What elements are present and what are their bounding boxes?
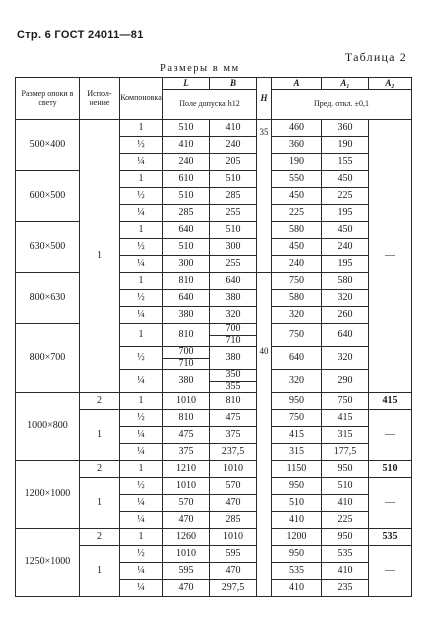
B-cell: 510 (210, 222, 257, 239)
B-cell: 237,5 (210, 444, 257, 461)
L-cell: 810 (163, 324, 210, 347)
L-cell: 1260 (163, 529, 210, 546)
A-cell: 550 (272, 171, 322, 188)
A2-cell: — (369, 120, 412, 393)
A1-cell: 290 (322, 370, 369, 393)
A-cell: 535 (272, 563, 322, 580)
layout-cell: ¼ (120, 495, 163, 512)
layout-cell: ½ (120, 137, 163, 154)
B-cell: 475 (210, 410, 257, 427)
flask-size-cell: 800×630 (16, 273, 80, 324)
A1-cell: 315 (322, 427, 369, 444)
A2-cell: — (369, 546, 412, 597)
layout-cell: 1 (120, 222, 163, 239)
A1-cell: 950 (322, 461, 369, 478)
A2-cell: 535 (369, 529, 412, 546)
A1-cell: 415 (322, 410, 369, 427)
B-cell: 255 (210, 205, 257, 222)
B-cell: 297,5 (210, 580, 257, 597)
B-cell-value: 355 (210, 381, 256, 393)
table-row (16, 120, 412, 137)
B-cell: 1010 (210, 529, 257, 546)
A1-cell: 410 (322, 495, 369, 512)
version-cell: 2 (80, 393, 120, 410)
layout-cell: ¼ (120, 256, 163, 273)
A-cell: 950 (272, 546, 322, 563)
A-cell: 320 (272, 370, 322, 393)
layout-cell: ¼ (120, 205, 163, 222)
dimensions-table (15, 77, 412, 597)
A-cell: 510 (272, 495, 322, 512)
L-cell: 510 (163, 120, 210, 137)
L-cell: 410 (163, 137, 210, 154)
col-header-A2: A₂ (369, 78, 412, 90)
L-cell: 475 (163, 427, 210, 444)
B-cell: 470 (210, 563, 257, 580)
L-cell: 570 (163, 495, 210, 512)
B-cell: 380 (210, 347, 257, 370)
A1-cell: 240 (322, 239, 369, 256)
B-cell: 240 (210, 137, 257, 154)
layout-cell: ¼ (120, 512, 163, 529)
layout-cell: 1 (120, 461, 163, 478)
L-cell-stack (163, 347, 209, 369)
layout-cell: ½ (120, 239, 163, 256)
B-cell: 300 (210, 239, 257, 256)
H-cell: 40 (257, 273, 272, 597)
B-cell: 375 (210, 427, 257, 444)
A-cell: 950 (272, 478, 322, 495)
A1-cell: 510 (322, 478, 369, 495)
version-cell: 2 (80, 461, 120, 478)
flask-size-cell: 1000×800 (16, 393, 80, 461)
A-cell: 750 (272, 410, 322, 427)
A1-cell: 360 (322, 120, 369, 137)
L-cell: 1010 (163, 546, 210, 563)
A1-cell: 320 (322, 347, 369, 370)
col-header-H: H (257, 78, 272, 120)
L-cell-value: 700 (178, 346, 194, 357)
L-cell: 510 (163, 188, 210, 205)
A1-cell: 640 (322, 324, 369, 347)
table-row (16, 461, 412, 478)
A1-cell: 450 (322, 171, 369, 188)
H-cell: 35 (257, 120, 272, 273)
layout-cell: ½ (120, 290, 163, 307)
version-cell: 1 (80, 546, 120, 597)
A1-cell: 450 (322, 222, 369, 239)
B-cell: 510 (210, 171, 257, 188)
version-cell: 1 (80, 120, 120, 393)
layout-cell: 1 (120, 120, 163, 137)
L-cell: 285 (163, 205, 210, 222)
layout-cell: ½ (120, 410, 163, 427)
table-row (16, 529, 412, 546)
L-cell: 300 (163, 256, 210, 273)
A-cell: 640 (272, 347, 322, 370)
B-cell-value: 710 (210, 335, 256, 347)
version-cell: 2 (80, 529, 120, 546)
A-cell: 320 (272, 307, 322, 324)
table-row (16, 222, 412, 239)
B-cell: 320 (210, 307, 257, 324)
L-cell: 595 (163, 563, 210, 580)
B-cell-value: 700 (225, 323, 241, 334)
A1-cell: 177,5 (322, 444, 369, 461)
table-row (16, 273, 412, 290)
L-cell (163, 347, 210, 370)
layout-cell: ¼ (120, 427, 163, 444)
layout-cell: ¼ (120, 444, 163, 461)
A-cell: 450 (272, 239, 322, 256)
L-cell: 1010 (163, 393, 210, 410)
L-cell: 610 (163, 171, 210, 188)
A1-cell: 190 (322, 137, 369, 154)
A-cell: 360 (272, 137, 322, 154)
layout-cell: 1 (120, 324, 163, 347)
A-cell: 580 (272, 290, 322, 307)
A2-cell: — (369, 478, 412, 529)
L-cell: 510 (163, 239, 210, 256)
layout-cell: ¼ (120, 370, 163, 393)
tolerance-header: Поле допуска h12 (163, 90, 257, 120)
table-body (16, 120, 412, 597)
layout-cell: ¼ (120, 563, 163, 580)
col-header-version: Исполнение (80, 78, 120, 120)
A-cell: 240 (272, 256, 322, 273)
B-cell-value: 350 (225, 369, 241, 380)
A-cell: 1150 (272, 461, 322, 478)
A1-cell: 195 (322, 256, 369, 273)
layout-cell: 1 (120, 171, 163, 188)
A-cell: 950 (272, 393, 322, 410)
B-cell: 1010 (210, 461, 257, 478)
A-cell: 225 (272, 205, 322, 222)
B-cell: 205 (210, 154, 257, 171)
B-cell (210, 370, 257, 393)
flask-size-cell: 630×500 (16, 222, 80, 273)
version-cell: 1 (80, 410, 120, 461)
deviation-header: Пред. откл. ±0,1 (272, 90, 412, 120)
col-header-A1: A₁ (322, 78, 369, 90)
page-header: Стр. 6 ГОСТ 24011—81 (17, 29, 144, 41)
L-cell: 810 (163, 273, 210, 290)
A-cell: 450 (272, 188, 322, 205)
layout-cell: ¼ (120, 580, 163, 597)
A-cell: 190 (272, 154, 322, 171)
A1-cell: 750 (322, 393, 369, 410)
B-cell: 595 (210, 546, 257, 563)
L-cell: 640 (163, 222, 210, 239)
A-cell: 410 (272, 512, 322, 529)
A1-cell: 225 (322, 188, 369, 205)
B-cell: 285 (210, 188, 257, 205)
layout-cell: 1 (120, 273, 163, 290)
A2-cell: 415 (369, 393, 412, 410)
L-cell: 1210 (163, 461, 210, 478)
A2-cell: 510 (369, 461, 412, 478)
A1-cell: 195 (322, 205, 369, 222)
col-header-B: B (210, 78, 257, 90)
units-caption: Размеры в мм (160, 63, 240, 74)
L-cell: 640 (163, 290, 210, 307)
B-cell: 810 (210, 393, 257, 410)
col-header-layout: Компоновка (120, 78, 163, 120)
B-cell: 410 (210, 120, 257, 137)
A-cell: 580 (272, 222, 322, 239)
col-header-flask-size: Размер опоки в свету (16, 78, 80, 120)
L-cell: 380 (163, 307, 210, 324)
L-cell: 470 (163, 580, 210, 597)
layout-cell: ¼ (120, 307, 163, 324)
col-header-A: A (272, 78, 322, 90)
B-cell: 470 (210, 495, 257, 512)
L-cell: 810 (163, 410, 210, 427)
B-cell-stack (210, 370, 256, 392)
A-cell: 1200 (272, 529, 322, 546)
flask-size-cell: 1250×1000 (16, 529, 80, 597)
B-cell: 570 (210, 478, 257, 495)
layout-cell: ½ (120, 188, 163, 205)
A-cell: 415 (272, 427, 322, 444)
table-number: Таблица 2 (344, 50, 407, 64)
L-cell-value: 710 (163, 358, 209, 370)
L-cell: 375 (163, 444, 210, 461)
A1-cell: 580 (322, 273, 369, 290)
A-cell: 460 (272, 120, 322, 137)
A1-cell: 260 (322, 307, 369, 324)
table-row (16, 324, 412, 347)
A1-cell: 235 (322, 580, 369, 597)
B-cell-stack (210, 324, 256, 346)
A-cell: 750 (272, 324, 322, 347)
L-cell: 380 (163, 370, 210, 393)
A1-cell: 950 (322, 529, 369, 546)
B-cell: 380 (210, 290, 257, 307)
A2-cell: — (369, 410, 412, 461)
flask-size-cell: 1200×1000 (16, 461, 80, 529)
layout-cell: 1 (120, 529, 163, 546)
A-cell: 750 (272, 273, 322, 290)
version-cell: 1 (80, 478, 120, 529)
A1-cell: 225 (322, 512, 369, 529)
A-cell: 315 (272, 444, 322, 461)
L-cell: 470 (163, 512, 210, 529)
layout-cell: ½ (120, 478, 163, 495)
layout-cell: ½ (120, 546, 163, 563)
layout-cell: ½ (120, 347, 163, 370)
L-cell: 1010 (163, 478, 210, 495)
A1-cell: 535 (322, 546, 369, 563)
col-header-L: L (163, 78, 210, 90)
layout-cell: 1 (120, 393, 163, 410)
A1-cell: 410 (322, 563, 369, 580)
L-cell: 240 (163, 154, 210, 171)
flask-size-cell: 500×400 (16, 120, 80, 171)
A1-cell: 155 (322, 154, 369, 171)
layout-cell: ¼ (120, 154, 163, 171)
flask-size-cell: 600×500 (16, 171, 80, 222)
B-cell: 285 (210, 512, 257, 529)
table-row (16, 171, 412, 188)
A1-cell: 320 (322, 290, 369, 307)
flask-size-cell: 800×700 (16, 324, 80, 393)
B-cell: 640 (210, 273, 257, 290)
B-cell: 255 (210, 256, 257, 273)
B-cell (210, 324, 257, 347)
A-cell: 410 (272, 580, 322, 597)
table-row (16, 393, 412, 410)
